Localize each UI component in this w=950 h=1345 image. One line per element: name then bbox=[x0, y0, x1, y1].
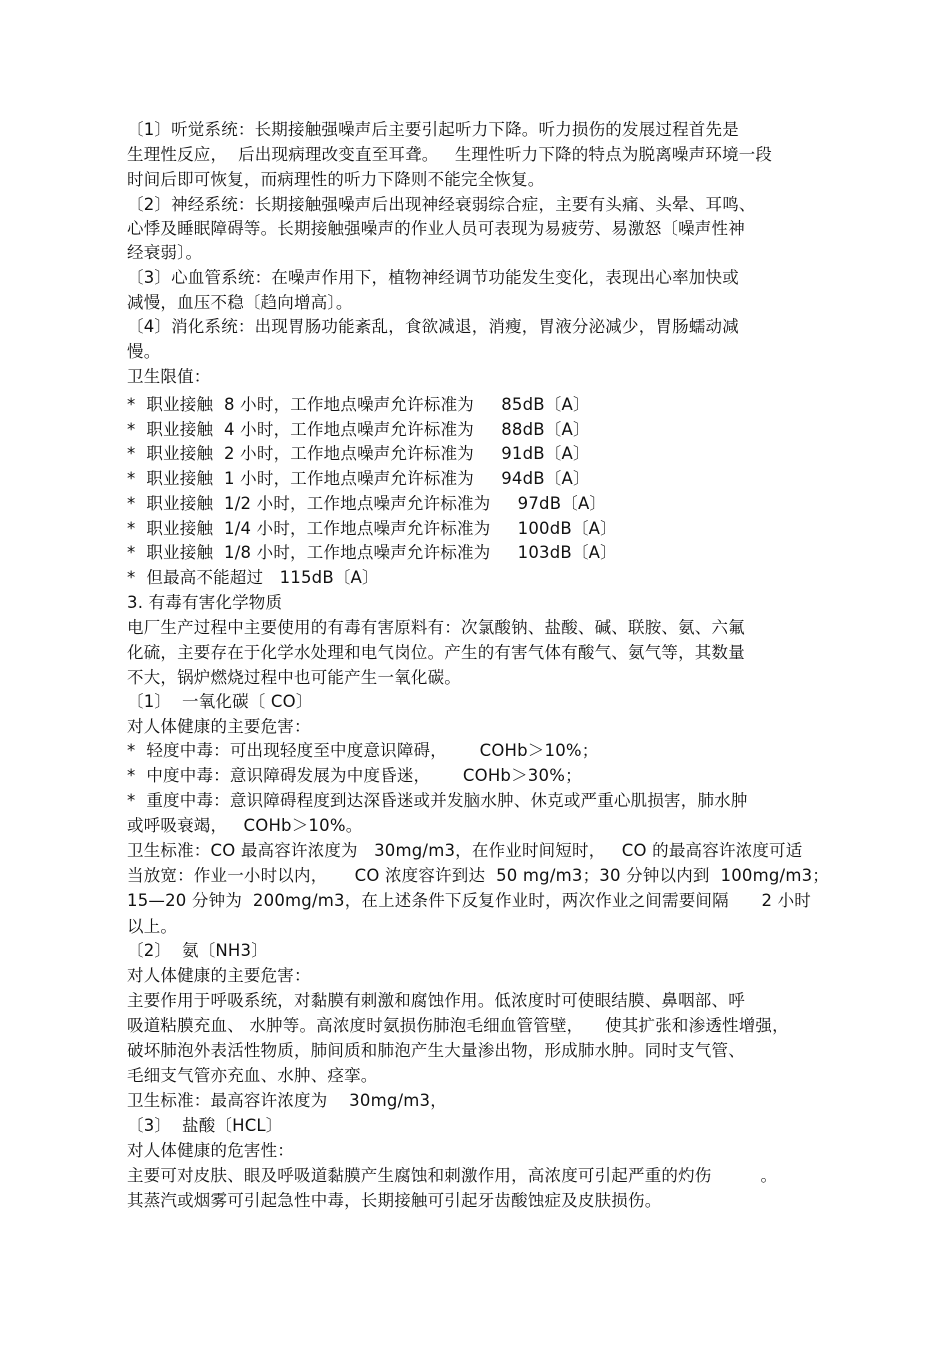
text-line: 减慢，血压不稳〔趋向增高〕。 bbox=[127, 293, 353, 312]
text-line: 卫生限值： bbox=[127, 367, 211, 386]
text-line: 时间后即可恢复，而病理性的听力下降则不能完全恢复。 bbox=[127, 170, 545, 189]
text-line: 〔2〕 氨〔NH3〕 bbox=[127, 941, 268, 960]
text-line: 〔3〕 盐酸〔HCL〕 bbox=[127, 1116, 283, 1135]
text-line: 当放宽：作业一小时以内， CO 浓度容许到达 50 mg/m3；30 分钟以内到 100mg/m3； bbox=[127, 866, 829, 885]
text-line: 不大，锅炉燃烧过程中也可能产生一氧化碳。 bbox=[127, 668, 461, 687]
text-line: 〔3〕心血管系统：在噪声作用下，植物神经调节功能发生变化，表现出心率加快或 bbox=[127, 268, 739, 287]
text-line: 化硫，主要存在于化学水处理和电气岗位。产生的有害气体有酸气、氨气等，其数量 bbox=[127, 643, 745, 662]
text-line: 经衰弱〕。 bbox=[127, 243, 203, 262]
text-line: 主要可对皮肤、眼及呼吸道黏膜产生腐蚀和刺激作用，高浓度可引起严重的灼伤 。 bbox=[127, 1166, 778, 1185]
text-line: * 但最高不能超过 115dB〔A〕 bbox=[127, 568, 379, 587]
text-line: 〔1〕 一氧化碳〔 CO〕 bbox=[127, 692, 313, 711]
text-line: * 职业接触 1/4 小时，工作地点噪声允许标准为 100dB〔A〕 bbox=[127, 519, 617, 538]
text-line: 卫生标准：CO 最高容许浓度为 30mg/m3，在作业时间短时， CO 的最高容许浓度可适 bbox=[127, 841, 803, 860]
text-line: * 职业接触 2 小时，工作地点噪声允许标准为 91dB〔A〕 bbox=[127, 444, 590, 463]
text-line: 主要作用于呼吸系统，对黏膜有刺激和腐蚀作用。低浓度时可使眼结膜、鼻咽部、呼 bbox=[127, 991, 745, 1010]
text-line: 〔1〕听觉系统：长期接触强噪声后主要引起听力下降。听力损伤的发展过程首先是 bbox=[127, 120, 739, 139]
text-line: 15—20 分钟为 200mg/m3，在上述条件下反复作业时，两次作业之间需要间隔 2 小时 bbox=[127, 891, 812, 910]
text-line: 破坏肺泡外表活性物质，肺间质和肺泡产生大量渗出物，形成肺水肿。同时支气管、 bbox=[127, 1041, 745, 1060]
text-line: * 职业接触 1 小时，工作地点噪声允许标准为 94dB〔A〕 bbox=[127, 469, 590, 488]
text-line: * 职业接触 1/2 小时，工作地点噪声允许标准为 97dB〔A〕 bbox=[127, 494, 607, 513]
text-line: 心悸及睡眠障碍等。长期接触强噪声的作业人员可表现为易疲劳、易激怒〔噪声性神 bbox=[127, 219, 745, 238]
text-line: 电厂生产过程中主要使用的有毒有害原料有：次氯酸钠、盐酸、碱、联胺、氨、六氟 bbox=[127, 618, 745, 637]
text-line: 卫生标准：最高容许浓度为 30mg/m3， bbox=[127, 1091, 447, 1110]
text-line: 3. 有毒有害化学物质 bbox=[127, 593, 283, 612]
text-line: 或呼吸衰竭， COHb＞10%。 bbox=[127, 816, 363, 835]
text-line: 生理性反应， 后出现病理改变直至耳聋。 生理性听力下降的特点为脱离噪声环境一段 bbox=[127, 145, 773, 164]
text-line: * 轻度中毒：可出现轻度至中度意识障碍， COHb＞10%； bbox=[127, 741, 599, 760]
text-line: * 职业接触 1/8 小时，工作地点噪声允许标准为 103dB〔A〕 bbox=[127, 543, 617, 562]
text-line: 其蒸汽或烟雾可引起急性中毒，长期接触可引起牙齿酸蚀症及皮肤损伤。 bbox=[127, 1191, 662, 1210]
text-line: 对人体健康的危害性： bbox=[127, 1141, 294, 1160]
text-line: * 重度中毒：意识障碍程度到达深昏迷或并发脑水肿、休克或严重心肌损害，肺水肿 bbox=[127, 791, 748, 810]
text-line: 毛细支气管亦充血、水肿、痉挛。 bbox=[127, 1066, 378, 1085]
text-line: 以上。 bbox=[127, 917, 178, 936]
text-line: 〔4〕消化系统：出现胃肠功能紊乱，食欲减退，消瘦，胃液分泌减少，胃肠蠕动减 bbox=[127, 317, 739, 336]
text-line: * 职业接触 4 小时，工作地点噪声允许标准为 88dB〔A〕 bbox=[127, 420, 590, 439]
text-line: 慢。 bbox=[127, 342, 161, 361]
text-line: * 职业接触 8 小时，工作地点噪声允许标准为 85dB〔A〕 bbox=[127, 395, 590, 414]
text-line: * 中度中毒：意识障碍发展为中度昏迷， COHb＞30%； bbox=[127, 766, 582, 785]
text-line: 对人体健康的主要危害： bbox=[127, 966, 311, 985]
text-line: 吸道粘膜充血、 水肿等。高浓度时氨损伤肺泡毛细血管管壁， 使其扩张和渗透性增强， bbox=[127, 1016, 789, 1035]
text-line: 〔2〕神经系统：长期接触强噪声后出现神经衰弱综合症，主要有头痛、头晕、耳鸣、 bbox=[127, 195, 756, 214]
text-line: 对人体健康的主要危害： bbox=[127, 717, 311, 736]
